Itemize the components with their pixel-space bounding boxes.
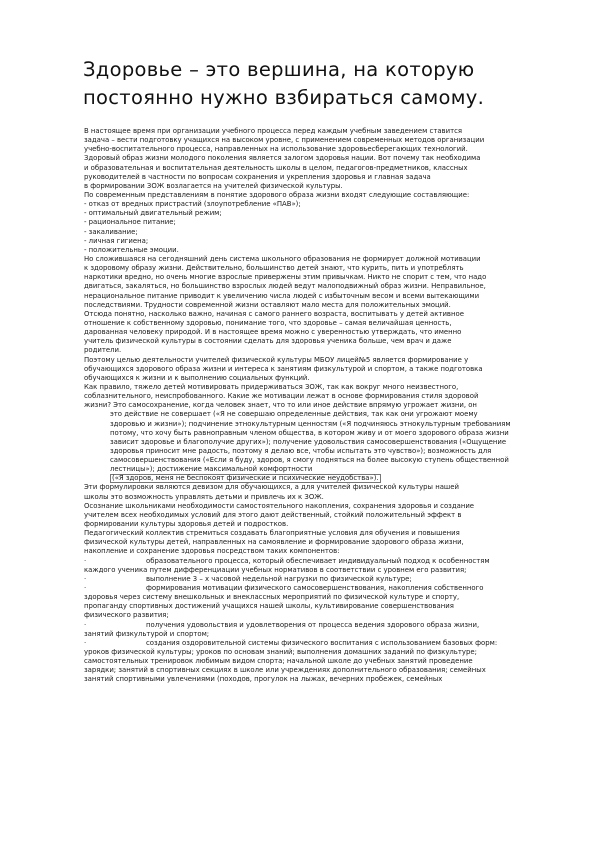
text-line: - положительные эмоции. <box>84 245 179 254</box>
text-line: накопление и сохранение здоровья посредством таких компонентов: <box>84 547 340 556</box>
text-line: Эти формулировки являются девизом для обучающихся, а для учителей физической культуры нашей <box>84 483 459 492</box>
text-line: двигаться, закаляться, но большинство взрослых людей ведут малоподвижный образ жизни. Неправильное, <box>84 282 486 291</box>
text-line: здоровья приносит мне радость, поэтому я делаю все, чтобы испытать это чувство»); возможность для <box>110 446 492 455</box>
bullet-marker: · <box>84 638 87 647</box>
text-line: школы это возможность управлять детьми и привлечь их к ЗОЖ. <box>84 492 324 501</box>
boxed-quote-line <box>84 474 556 483</box>
list-item-continuation: каждого ученика путем дифференциации учебных нормативов в соответствии с уровнем его развития; <box>84 565 467 574</box>
text-line: В настоящее время при организации учебного процесса перед каждым учебным заведением ставится <box>84 127 463 135</box>
text-line: жизни? Это самосохранение, когда человек знает, что то или иное действие впрямую угрожает жизни, он <box>84 401 477 410</box>
text-line: дарованная человеку природой. И в настоящее время можно с уверенностью утверждать, что именно <box>84 328 462 337</box>
text-line: обучающихся к жизни и к выполнению социальных функций. <box>84 373 310 382</box>
text-line: задача – вести подготовку учащихся на высоком уровне, с применением современных методов организации <box>84 136 485 145</box>
text-line: отношение к собственному здоровью, понимание того, что здоровье – самая величайшая ценность, <box>84 318 452 327</box>
list-item-continuation: пропаганду спортивных достижений учащихся нашей школы, культивирование совершенствования <box>84 602 454 611</box>
list-item <box>84 584 556 593</box>
text-line: - рациональное питание; <box>84 218 176 227</box>
text-line: Здоровый образ жизни молодого поколения является залогом здоровья нации. Вот почему так необходима <box>84 154 481 163</box>
list-item-text: получения удовольствия и удовлетворения от процесса ведения здорового образа жизни, <box>146 620 480 629</box>
list-item <box>84 621 556 630</box>
text-line: - отказ от вредных пристрастий (злоупотребление «ПАВ»); <box>84 200 301 209</box>
text-line: Осознание школьниками необходимости самостоятельного накопления, сохранения здоровья и создание <box>84 501 475 510</box>
text-line: родители. <box>84 346 122 355</box>
text-line: к здоровому образу жизни. Действительно, большинство детей знают, что курить, пить и употреблять <box>84 264 464 273</box>
text-line: руководителей в частности по вопросам сохранения и укрепления здоровья и главная задача <box>84 172 431 181</box>
text-line: учитель физической культуры в состоянии сделать для здоровья ученика больше, чем врач и даже <box>84 337 452 346</box>
text-line: здоровью и жизни»); подчинение этнокультурным ценностям («Я подчиняюсь этнокультурным требованиям <box>110 419 511 428</box>
list-item <box>84 557 556 566</box>
bullet-marker: · <box>84 584 87 593</box>
text-line: формировании культуры здоровья детей и подростков. <box>84 520 289 529</box>
list-item-continuation: занятий спортивными увлечениями (походов, прогулок на лыжах, вечерних пробежек, семейных <box>84 675 443 684</box>
list-item <box>84 639 556 648</box>
text-line: Отсюда понятно, насколько важно, начиная с самого раннего возраста, воспитывать у детей активное <box>84 309 464 318</box>
text-line: - личная гигиена; <box>84 236 149 245</box>
text-line: - оптимальный двигательный режим; <box>84 209 222 218</box>
text-line: Как правило, тяжело детей мотивировать придерживаться ЗОЖ, так как вокруг много неизвестного, <box>84 382 459 391</box>
title-line-1: Здоровье – это вершина, на которую <box>83 58 475 81</box>
list-item-continuation: уроков физической культуры; уроков по основам знаний; выполнения домашних заданий по физкультуре; <box>84 648 477 657</box>
list-item-text: формирования мотивации физического самосовершенствования, накопления собственного <box>146 584 484 593</box>
list-item-continuation: здоровья через систему внешкольных и внеклассных мероприятий по физической культуре и спорту, <box>84 593 460 602</box>
text-line: и образовательная и воспитательная деятельность школы в целом, педагогов-предметников, классных <box>84 163 468 172</box>
text-line: физической культуры детей, направленных на самоявление и формирование здорового образа жизни, <box>84 538 464 547</box>
list-item-text: выполнение 3 – х часовой недельной нагрузки по физической культуре; <box>146 574 412 583</box>
text-line: обучающихся здорового образа жизни и интереса к занятиям физкультурой и спортом, а также подготовка <box>84 364 483 373</box>
text-line: нерациональное питание приводит к увеличению числа людей с избыточным весом и всеми вытекающими <box>84 291 480 300</box>
text-line: потому, что хочу быть равноправным членом общества, в котором живу и от моего здорового образа жизни <box>110 428 509 437</box>
boxed-quote: («Я здоров, меня не беспокоят физические и психические неудобства»). <box>112 474 379 483</box>
text-line: в формировании ЗОЖ возлагается на учителей физической культуры. <box>84 181 343 190</box>
text-line: Поэтому целью деятельности учителей физической культуры МБОУ лицей№5 является формирование у <box>84 355 469 364</box>
list-item-continuation: самостоятельных тренировок любимым видом спорта; начальной школе до учебных занятий проведение <box>84 657 473 666</box>
text-block-conclusion <box>84 483 556 556</box>
text-line: Но сложившаяся на сегодняшний день система школьного образования не формирует должной мотивации <box>84 254 481 263</box>
list-item <box>84 575 556 584</box>
bullet-marker: · <box>84 574 87 583</box>
text-line: последствиями. Трудности современной жизни оставляют мало места для положительных эмоций. <box>84 300 451 309</box>
title-line-2: постоянно нужно взбираться самому. <box>83 86 485 109</box>
list-item-continuation: занятий физкультурой и спортом; <box>84 629 210 638</box>
bullet-list <box>84 557 556 685</box>
text-line: - закаливание; <box>84 227 138 236</box>
text-line: это действие не совершает («Я не совершаю определенные действия, так как они угрожают моему <box>110 410 478 419</box>
text-line: Педагогический коллектив стремиться создавать благоприятные условия для обучения и повышения <box>84 529 460 538</box>
text-line: По современным представлениям в понятие здорового образа жизни входят следующие составляющие: <box>84 190 470 199</box>
list-item-text: образовательного процесса, который обеспечивает индивидуальный подход к особенностям <box>146 556 490 565</box>
document-title <box>83 56 543 112</box>
text-line: соблазнительного, неиспробованного. Какие же мотивации лежат в основе формирования стиля здоровой <box>84 392 479 401</box>
list-item-text: создания оздоровительной системы физического воспитания с использованием базовых форм: <box>146 638 498 647</box>
bullet-marker: · <box>84 556 87 565</box>
text-line: самосовершенствования («Если я буду, здоров, я смогу подняться на более высокую ступень общественной <box>110 456 509 465</box>
list-item-continuation: физического развития; <box>84 611 169 620</box>
text-line: зависит здоровье и благополучие других»); получение удовольствия самосовершенствования («Ощущение <box>110 437 507 446</box>
text-line: учителем всех необходимых условий для этого дают действенный, стойкий положительный эффект в <box>84 510 462 519</box>
document-body <box>84 127 556 685</box>
bullet-marker: · <box>84 620 87 629</box>
list-item-continuation: зарядки; занятий в спортивных секциях в школе или учреждениях дополнительного образования; семейных <box>84 666 486 675</box>
text-line: учебно-воспитательного процесса, направленных на использование здоровьесберегающих технологий. <box>84 145 468 154</box>
text-line: наркотики вредно, но очень многие взрослые привержены этим привычкам. Никто не спорит с тем, что надо <box>84 273 487 282</box>
text-line: лестницы»); достижение максимальной комфортности <box>110 465 313 474</box>
text-block-intro <box>84 127 556 474</box>
